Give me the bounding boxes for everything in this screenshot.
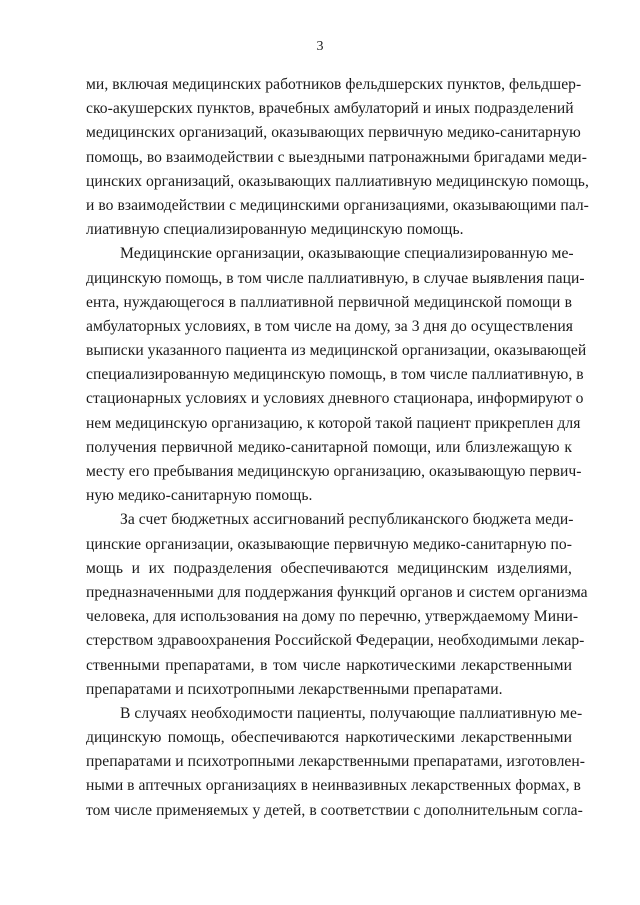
text-line: Медицинские организации, оказывающие специализированную ме-	[120, 245, 574, 263]
text-line: предназначенными для поддержания функций органов и систем организма	[86, 583, 588, 601]
text-line: медицинских организаций, оказывающих первичную медико-санитарную	[86, 124, 581, 142]
text-line: ента, нуждающегося в паллиативной первичной медицинской помощи в	[86, 293, 572, 311]
paragraph	[86, 508, 588, 702]
document-body	[86, 73, 589, 823]
text-line: ными в аптечных организациях в неинвазивных лекарственных формах, в	[86, 777, 581, 795]
text-line: мощь и их подразделения обеспечиваются медицинским изделиями,	[86, 559, 572, 577]
text-line: стационарных условиях и условиях дневного стационара, информируют о	[86, 390, 584, 408]
text-line: цинские организации, оказывающие первичную медико-санитарную по-	[86, 535, 572, 553]
text-line: препаратами и психотропными лекарственными препаратами, изготовлен-	[86, 753, 586, 771]
text-line: помощь, во взаимодействии с выездными патронажными бригадами меди-	[86, 148, 587, 166]
text-line: месту его пребывания медицинскую организацию, оказывающую первич-	[86, 463, 582, 480]
text-line: получения первичной медико-санитарной помощи, или близлежащую к	[86, 438, 572, 456]
text-line: ско-акушерских пунктов, врачебных амбулаторий и иных подразделений	[86, 100, 574, 118]
text-line: ми, включая медицинских работников фельдшерских пунктов, фельдшер-	[86, 76, 582, 93]
text-line: нем медицинскую организацию, к которой такой пациент прикреплен для	[86, 414, 581, 432]
text-line: За счет бюджетных ассигнований республиканского бюджета меди-	[120, 511, 574, 529]
paragraph	[86, 242, 587, 508]
text-line: лиативную специализированную медицинскую помощь.	[86, 221, 464, 239]
text-line: и во взаимодействии с медицинскими организациями, оказывающими пал-	[86, 196, 589, 214]
text-line: цинских организаций, оказывающих паллиативную медицинскую помощь,	[86, 172, 589, 190]
text-line: амбулаторных условиях, в том числе на дому, за 3 дня до осуществления	[86, 317, 573, 335]
text-line: ную медико-санитарную помощь.	[86, 487, 313, 505]
text-line: человека, для использования на дому по перечню, утверждаемому Мини-	[86, 608, 579, 626]
text-line: дицинскую помощь, в том числе паллиативную, в случае выявления паци-	[86, 269, 585, 287]
paragraph	[86, 702, 586, 823]
page-number: 3	[316, 39, 324, 54]
text-line: том числе применяемых у детей, в соответствии с дополнительным согла-	[86, 801, 583, 819]
paragraph	[86, 73, 589, 242]
text-line: препаратами и психотропными лекарственными препаратами.	[86, 680, 503, 698]
text-line: выписки указанного пациента из медицинской организации, оказывающей	[86, 342, 587, 360]
text-line: дицинскую помощь, обеспечиваются наркотическими лекарственными	[86, 729, 572, 747]
text-line: специализированную медицинскую помощь, в том числе паллиативную, в	[86, 366, 584, 384]
text-line: стерством здравоохранения Российской Федерации, необходимыми лекар-	[86, 632, 585, 650]
text-line: ственными препаратами, в том числе наркотическими лекарственными	[86, 656, 572, 674]
text-line: В случаях необходимости пациенты, получающие паллиативную ме-	[120, 704, 583, 722]
